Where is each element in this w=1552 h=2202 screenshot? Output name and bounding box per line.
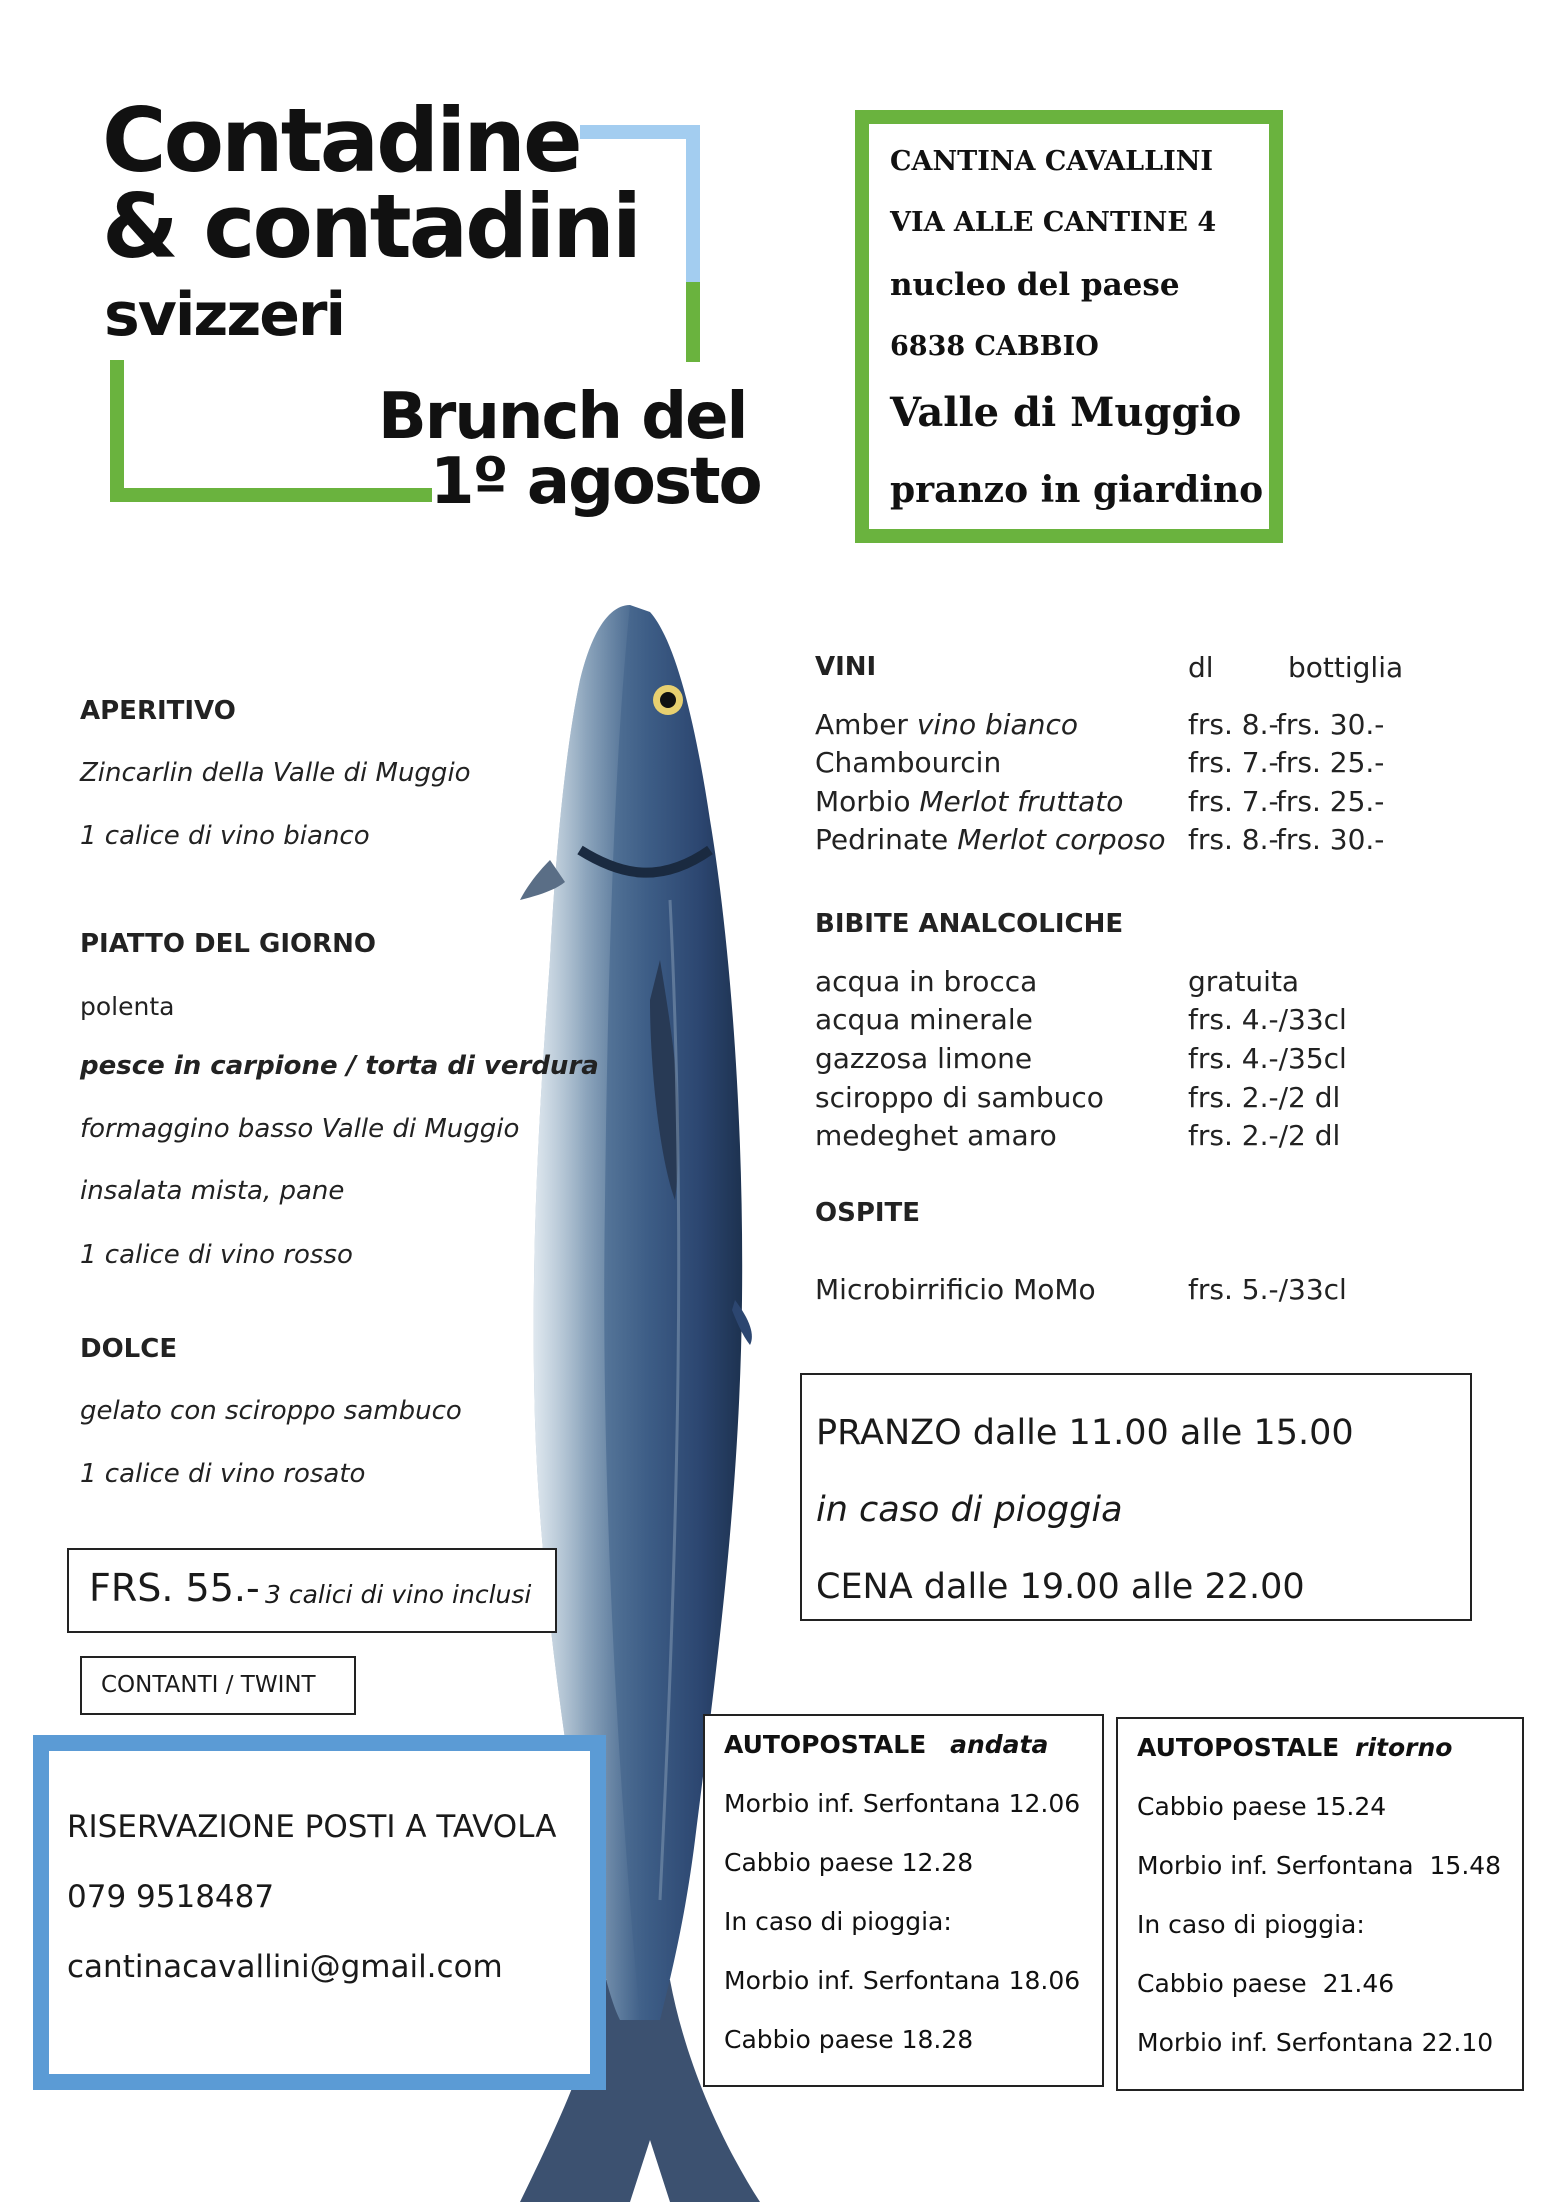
vini-row-3-style: Merlot fruttato bbox=[919, 785, 1124, 818]
vini-row-1-style: vino bianco bbox=[916, 708, 1078, 741]
bibite-row-3-price: frs. 4.-/35cl bbox=[1188, 1042, 1347, 1075]
bus-ritorno-line-1: Cabbio paese 15.24 bbox=[1137, 1792, 1387, 1821]
bus-andata-line-4: Morbio inf. Serfontana 18.06 bbox=[724, 1966, 1081, 1995]
address-city: 6838 CABBIO bbox=[890, 331, 1099, 362]
address-name: CANTINA CAVALLINI bbox=[890, 146, 1214, 177]
bus-andata-line-5: Cabbio paese 18.28 bbox=[724, 2025, 974, 2054]
ospite-price: frs. 5.-/33cl bbox=[1188, 1273, 1347, 1306]
vini-row-3-name bbox=[815, 785, 1123, 818]
vini-row-1-bottle: frs. 30.- bbox=[1276, 708, 1385, 741]
vini-row-4-name bbox=[815, 823, 1166, 856]
logo-frame-blue-top bbox=[580, 125, 700, 139]
vini-row-4-style: Merlot corposo bbox=[957, 823, 1166, 856]
hours-cena: CENA dalle 19.00 alle 22.00 bbox=[816, 1567, 1305, 1607]
menu-dolce-item-2: 1 calice di vino rosato bbox=[80, 1459, 366, 1489]
vini-row-1-name bbox=[815, 708, 1078, 741]
menu-dolce-item-1: gelato con sciroppo sambuco bbox=[80, 1396, 462, 1426]
price-main: FRS. 55.- bbox=[89, 1566, 260, 1610]
menu-aperitivo-item-1: Zincarlin della Valle di Muggio bbox=[80, 758, 471, 788]
bus-ritorno-title-dir: ritorno bbox=[1355, 1733, 1453, 1762]
vini-row-4-bottle: frs. 30.- bbox=[1276, 823, 1385, 856]
vini-row-4-label: Pedrinate bbox=[815, 823, 949, 856]
reservation-title: RISERVAZIONE POSTI A TAVOLA bbox=[67, 1809, 557, 1845]
vini-row-3-dl: frs. 7.- bbox=[1188, 785, 1279, 818]
bus-andata-line-2: Cabbio paese 12.28 bbox=[724, 1848, 974, 1877]
address-nucleo: nucleo del paese bbox=[890, 267, 1180, 303]
menu-piatto-item-4: insalata mista, pane bbox=[80, 1176, 345, 1206]
bibite-row-2-name: acqua minerale bbox=[815, 1003, 1033, 1036]
price-note: 3 calici di vino inclusi bbox=[265, 1580, 532, 1609]
hours-pioggia: in caso di pioggia bbox=[816, 1490, 1123, 1530]
address-box bbox=[855, 110, 1283, 543]
bus-andata-box bbox=[703, 1714, 1104, 2087]
vini-row-2-label: Chambourcin bbox=[815, 746, 1002, 779]
bibite-row-2-price: frs. 4.-/33cl bbox=[1188, 1003, 1347, 1036]
bus-andata-line-3: In caso di pioggia: bbox=[724, 1907, 952, 1936]
menu-aperitivo-item-2: 1 calice di vino bianco bbox=[80, 821, 370, 851]
menu-dolce-title: DOLCE bbox=[80, 1334, 178, 1364]
bus-ritorno-title-label: AUTOPOSTALE bbox=[1137, 1733, 1340, 1762]
vini-row-2-bottle: frs. 25.- bbox=[1276, 746, 1385, 779]
bibite-row-5-price: frs. 2.-/2 dl bbox=[1188, 1119, 1341, 1152]
vini-row-1-dl: frs. 8.- bbox=[1188, 708, 1279, 741]
logo-frame-green-bottom bbox=[110, 488, 432, 502]
hours-box bbox=[800, 1373, 1472, 1621]
bus-ritorno-line-4: Cabbio paese 21.46 bbox=[1137, 1969, 1395, 1998]
vini-row-2-name bbox=[815, 746, 1001, 779]
logo-event-line1: Brunch del bbox=[378, 380, 747, 454]
bus-andata-line-1: Morbio inf. Serfontana 12.06 bbox=[724, 1789, 1081, 1818]
hours-pranzo: PRANZO dalle 11.00 alle 15.00 bbox=[816, 1413, 1354, 1453]
bus-ritorno-title bbox=[1137, 1733, 1452, 1762]
bus-ritorno-line-5: Morbio inf. Serfontana 22.10 bbox=[1137, 2028, 1494, 2057]
vini-col-dl: dl bbox=[1188, 651, 1214, 684]
reservation-phone[interactable]: 079 9518487 bbox=[67, 1879, 275, 1915]
address-valley: Valle di Muggio bbox=[890, 389, 1242, 436]
vini-row-3-bottle: frs. 25.- bbox=[1276, 785, 1385, 818]
ospite-name: Microbirrificio MoMo bbox=[815, 1273, 1096, 1306]
bus-andata-title-label: AUTOPOSTALE bbox=[724, 1730, 927, 1759]
menu-piatto-title: PIATTO DEL GIORNO bbox=[80, 929, 377, 959]
vini-row-1-label: Amber bbox=[815, 708, 908, 741]
logo-frame-green-right bbox=[686, 282, 700, 362]
bus-ritorno-box bbox=[1116, 1717, 1524, 2091]
bus-andata-title-dir: andata bbox=[950, 1730, 1049, 1759]
payment-box bbox=[80, 1656, 356, 1715]
vini-title: VINI bbox=[815, 652, 877, 682]
payment-text: CONTANTI / TWINT bbox=[101, 1672, 316, 1698]
bibite-row-4-name: sciroppo di sambuco bbox=[815, 1081, 1104, 1114]
logo-line1: Contadine bbox=[102, 89, 580, 192]
bibite-title: BIBITE ANALCOLICHE bbox=[815, 909, 1124, 939]
reservation-box bbox=[33, 1735, 606, 2090]
logo bbox=[100, 89, 761, 519]
vini-row-2-dl: frs. 7.- bbox=[1188, 746, 1279, 779]
vini-row-4-dl: frs. 8.- bbox=[1188, 823, 1279, 856]
ospite-title: OSPITE bbox=[815, 1198, 921, 1228]
logo-line2: & contadini bbox=[102, 175, 640, 278]
bus-ritorno-line-3: In caso di pioggia: bbox=[1137, 1910, 1365, 1939]
menu-piatto-item-2: pesce in carpione / torta di verdura bbox=[80, 1051, 599, 1081]
bibite-row-1-price: gratuita bbox=[1188, 965, 1300, 998]
menu-piatto-item-1: polenta bbox=[80, 992, 175, 1021]
menu-piatto-item-3: formaggino basso Valle di Muggio bbox=[80, 1114, 520, 1144]
address-garden: pranzo in giardino bbox=[890, 469, 1264, 511]
bus-andata-title bbox=[724, 1730, 1048, 1759]
logo-frame-green-left bbox=[110, 360, 124, 502]
vini-row-3-label: Morbio bbox=[815, 785, 911, 818]
logo-event-line2: 1º agosto bbox=[430, 445, 761, 519]
bibite-row-5-name: medeghet amaro bbox=[815, 1119, 1057, 1152]
logo-line3: svizzeri bbox=[104, 280, 345, 350]
reservation-email[interactable]: cantinacavallini@gmail.com bbox=[67, 1949, 503, 1985]
bibite-row-3-name: gazzosa limone bbox=[815, 1042, 1033, 1075]
bibite-row-4-price: frs. 2.-/2 dl bbox=[1188, 1081, 1341, 1114]
logo-frame-blue-right bbox=[686, 125, 700, 285]
menu-aperitivo-title: APERITIVO bbox=[80, 696, 236, 726]
menu-piatto-item-5: 1 calice di vino rosso bbox=[80, 1240, 353, 1270]
price-box bbox=[67, 1548, 557, 1633]
bibite-row-1-name: acqua in brocca bbox=[815, 965, 1038, 998]
address-street: VIA ALLE CANTINE 4 bbox=[890, 207, 1217, 238]
vini-col-bottle: bottiglia bbox=[1288, 651, 1404, 684]
bus-ritorno-line-2: Morbio inf. Serfontana 15.48 bbox=[1137, 1851, 1502, 1880]
